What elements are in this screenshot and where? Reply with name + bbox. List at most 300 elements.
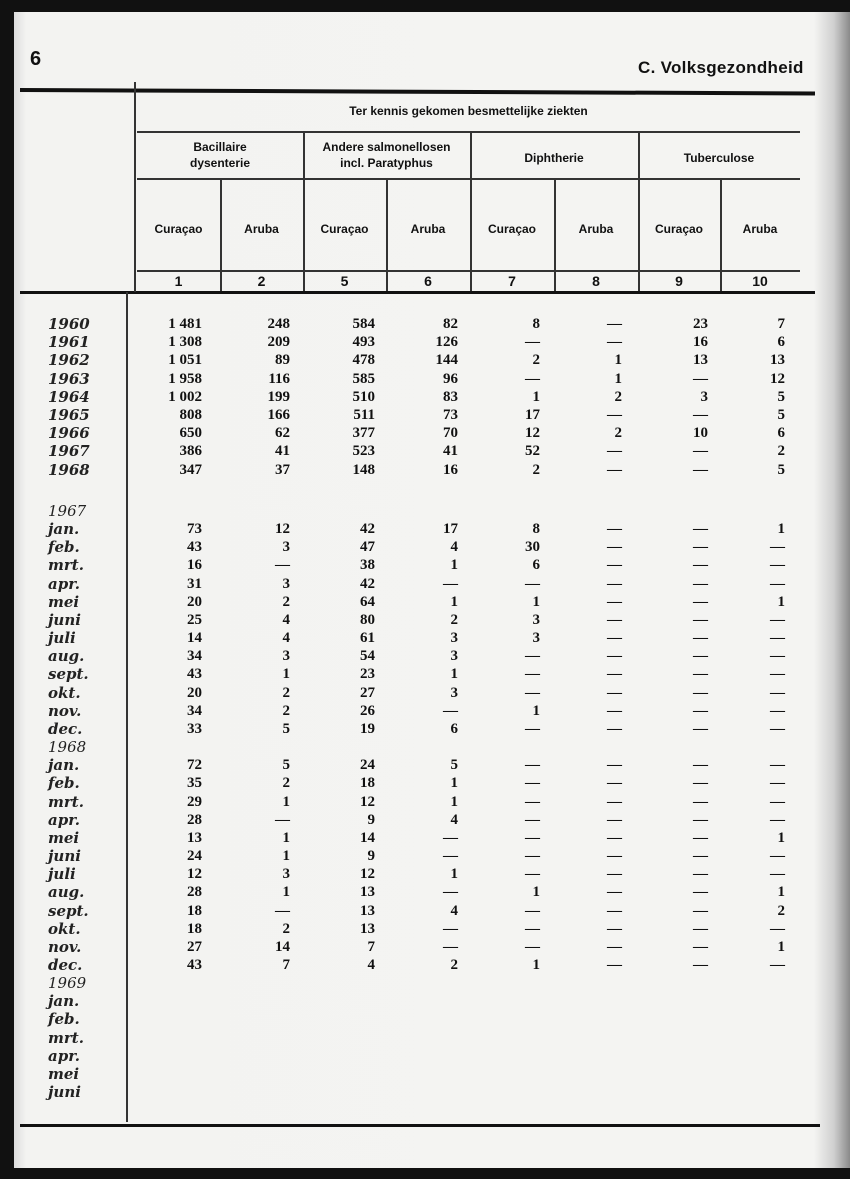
- table-cell: 808: [179, 407, 202, 423]
- table-cell: 27: [187, 938, 202, 955]
- table-cell: 3: [532, 630, 540, 647]
- table-cell: 1: [532, 884, 540, 901]
- table-cell: 1: [450, 793, 458, 810]
- row-label: 1968: [48, 460, 90, 479]
- table-cell: —: [607, 902, 622, 919]
- table-cell: 17: [443, 521, 458, 538]
- table-cell: —: [607, 575, 622, 592]
- column-header: Curaçao: [487, 222, 537, 236]
- table-cell: 13: [360, 884, 375, 901]
- table-cell: 26: [360, 702, 375, 719]
- row-label: 1967: [48, 442, 90, 461]
- table-cell: 148: [352, 461, 375, 478]
- table-cell: 1: [450, 866, 458, 883]
- table-cell: —: [525, 793, 540, 810]
- table-cell: 8: [532, 521, 540, 538]
- table-cell: —: [693, 811, 708, 828]
- row-label: 1966: [48, 424, 90, 443]
- row-label: apr.: [48, 574, 80, 593]
- table-cell: 18: [187, 920, 202, 937]
- table-row: [0, 1010, 850, 1028]
- table-cell: 2: [282, 702, 290, 719]
- table-cell: —: [525, 334, 540, 351]
- table-cell: 54: [360, 648, 375, 665]
- row-label: mei: [48, 592, 80, 611]
- row-label: sept.: [48, 665, 89, 684]
- table-row: [0, 720, 850, 738]
- table-cell: 96: [443, 370, 458, 387]
- table-cell: —: [770, 957, 785, 973]
- column-header: Curaçao: [654, 222, 704, 236]
- row-label: 1962: [48, 351, 90, 370]
- table-cell: 3: [700, 388, 708, 405]
- table-cell: 24: [187, 848, 202, 865]
- table-row: [0, 424, 850, 442]
- header-bottom-rule: [20, 291, 815, 294]
- table-cell: —: [525, 866, 540, 883]
- year-heading-row: [0, 502, 850, 520]
- table-row: [0, 684, 850, 702]
- table-cell: 1 481: [168, 316, 202, 332]
- group-rule: [137, 178, 800, 180]
- table-cell: 1: [777, 521, 785, 538]
- table-cell: —: [607, 334, 622, 351]
- table-cell: 70: [443, 425, 458, 442]
- table-cell: —: [770, 630, 785, 647]
- table-cell: —: [693, 957, 708, 973]
- table-cell: 25: [187, 611, 202, 628]
- table-cell: —: [693, 521, 708, 538]
- row-label: jan.: [48, 992, 80, 1011]
- table-cell: 43: [187, 539, 202, 556]
- table-cell: —: [770, 848, 785, 865]
- table-cell: —: [693, 848, 708, 865]
- table-cell: 12: [275, 521, 290, 538]
- row-label: feb.: [48, 1010, 80, 1029]
- table-cell: —: [275, 902, 290, 919]
- table-cell: 1: [282, 793, 290, 810]
- table-cell: —: [770, 811, 785, 828]
- table-cell: 9: [367, 811, 375, 828]
- table-cell: —: [770, 539, 785, 556]
- year-heading: 1968: [48, 738, 87, 757]
- table-cell: 4: [282, 630, 290, 647]
- table-cell: 1: [614, 352, 622, 369]
- table-cell: 10: [693, 425, 708, 442]
- table-cell: —: [607, 593, 622, 610]
- table-cell: —: [607, 884, 622, 901]
- row-label: jan.: [48, 756, 80, 775]
- table-cell: 2: [532, 461, 540, 478]
- table-cell: —: [275, 557, 290, 574]
- table-cell: 13: [770, 352, 785, 369]
- table-cell: 13: [360, 902, 375, 919]
- table-cell: —: [693, 407, 708, 423]
- table-cell: —: [693, 666, 708, 683]
- row-label: dec.: [48, 719, 83, 738]
- table-cell: —: [443, 702, 458, 719]
- table-row: [0, 793, 850, 811]
- column-number: 7: [508, 273, 516, 289]
- table-cell: 2: [777, 902, 785, 919]
- table-cell: —: [770, 775, 785, 792]
- row-label: mei: [48, 1064, 80, 1083]
- table-row: [0, 902, 850, 920]
- table-cell: —: [607, 957, 622, 973]
- table-cell: —: [693, 720, 708, 737]
- table-row: [0, 629, 850, 647]
- column-divider: [638, 179, 640, 291]
- table-cell: —: [607, 611, 622, 628]
- table-row: [0, 756, 850, 774]
- column-number: 9: [675, 273, 683, 289]
- table-cell: —: [607, 811, 622, 828]
- table-cell: 73: [187, 521, 202, 538]
- table-cell: 7: [367, 938, 375, 955]
- table-cell: 1 002: [168, 388, 202, 405]
- table-cell: 31: [187, 575, 202, 592]
- table-cell: 2: [282, 775, 290, 792]
- table-row: [0, 520, 850, 538]
- table-cell: —: [443, 575, 458, 592]
- table-cell: 1 308: [168, 334, 202, 351]
- table-cell: 12: [525, 425, 540, 442]
- table-cell: —: [607, 848, 622, 865]
- table-cell: 33: [187, 720, 202, 737]
- page-number: 6: [30, 48, 42, 70]
- table-cell: 6: [532, 557, 540, 574]
- table-cell: —: [525, 757, 540, 774]
- row-label: juni: [48, 610, 81, 629]
- table-cell: 12: [187, 866, 202, 883]
- row-label: juni: [48, 1083, 81, 1102]
- table-cell: —: [607, 702, 622, 719]
- row-label: okt.: [48, 683, 81, 702]
- table-cell: 584: [352, 316, 375, 332]
- table-cell: —: [693, 757, 708, 774]
- table-cell: 52: [525, 443, 540, 460]
- table-cell: —: [607, 920, 622, 937]
- table-cell: —: [693, 793, 708, 810]
- table-cell: 41: [275, 443, 290, 460]
- table-cell: 166: [267, 407, 290, 423]
- table-row: [0, 956, 850, 974]
- table-cell: 2: [282, 684, 290, 701]
- table-cell: 83: [443, 388, 458, 405]
- table-cell: 1: [450, 666, 458, 683]
- group-header: Diphtherie: [524, 151, 584, 165]
- group-header: Tuberculose: [683, 151, 755, 165]
- table-cell: —: [525, 648, 540, 665]
- table-row: [0, 575, 850, 593]
- table-cell: 347: [179, 461, 202, 478]
- table-cell: —: [770, 684, 785, 701]
- table-cell: 89: [275, 352, 290, 369]
- table-row: [0, 992, 850, 1010]
- table-cell: 6: [777, 334, 785, 351]
- table-cell: —: [525, 775, 540, 792]
- table-cell: —: [693, 702, 708, 719]
- table-cell: —: [693, 829, 708, 846]
- table-cell: —: [525, 829, 540, 846]
- table-cell: 80: [360, 611, 375, 628]
- table-row: [0, 370, 850, 388]
- group-header: Bacillaire: [193, 140, 247, 154]
- table-cell: 144: [435, 352, 458, 369]
- table-cell: —: [770, 557, 785, 574]
- table-row: [0, 920, 850, 938]
- table-cell: —: [693, 593, 708, 610]
- table-cell: —: [693, 920, 708, 937]
- table-cell: 3: [282, 539, 290, 556]
- year-heading-row: [0, 974, 850, 992]
- table-cell: —: [525, 666, 540, 683]
- table-cell: —: [443, 920, 458, 937]
- table-cell: 43: [187, 666, 202, 683]
- table-cell: 23: [693, 316, 708, 332]
- table-cell: 1: [282, 829, 290, 846]
- table-cell: —: [693, 902, 708, 919]
- column-divider: [386, 179, 388, 291]
- table-row: [0, 556, 850, 574]
- table-cell: —: [525, 370, 540, 387]
- column-header: Curaçao: [154, 222, 203, 236]
- row-label: mei: [48, 828, 80, 847]
- table-cell: —: [525, 811, 540, 828]
- table-cell: 3: [450, 648, 458, 665]
- table-row: [0, 611, 850, 629]
- table-cell: —: [607, 630, 622, 647]
- table-cell: —: [770, 611, 785, 628]
- table-cell: 2: [614, 388, 622, 405]
- table-cell: 1: [532, 593, 540, 610]
- table-row: [0, 883, 850, 901]
- table-cell: 1: [777, 593, 785, 610]
- table-cell: 9: [367, 848, 375, 865]
- table-cell: 2: [532, 352, 540, 369]
- column-number: 5: [340, 273, 349, 289]
- table-row: [0, 1047, 850, 1065]
- table-cell: —: [607, 666, 622, 683]
- table-cell: 5: [450, 757, 458, 774]
- table-cell: —: [770, 575, 785, 592]
- table-cell: 2: [450, 957, 458, 973]
- table-cell: 73: [443, 407, 458, 423]
- table-cell: 248: [267, 316, 290, 332]
- column-divider: [220, 179, 222, 291]
- table-cell: —: [525, 920, 540, 937]
- table-cell: 16: [187, 557, 202, 574]
- column-header: Curaçao: [320, 222, 369, 236]
- table-cell: 2: [614, 425, 622, 442]
- row-label: aug.: [48, 883, 85, 902]
- table-cell: 16: [443, 461, 458, 478]
- column-rule: [137, 270, 800, 272]
- table-cell: 14: [187, 630, 202, 647]
- table-cell: —: [770, 720, 785, 737]
- row-label: 1961: [48, 333, 90, 352]
- row-label: nov.: [48, 937, 82, 956]
- table-cell: 650: [179, 425, 202, 442]
- table-cell: 18: [360, 775, 375, 792]
- column-number: 2: [257, 273, 266, 289]
- table-cell: 34: [187, 702, 202, 719]
- row-label: dec.: [48, 956, 83, 974]
- table-cell: —: [770, 702, 785, 719]
- column-header: Aruba: [244, 222, 279, 236]
- table-cell: —: [770, 666, 785, 683]
- table-cell: 386: [179, 443, 202, 460]
- table-row: [0, 538, 850, 556]
- table-cell: 14: [275, 938, 290, 955]
- table-cell: —: [607, 539, 622, 556]
- table-cell: —: [607, 684, 622, 701]
- table-cell: 209: [267, 334, 290, 351]
- table-row: [0, 1065, 850, 1083]
- table-cell: —: [770, 866, 785, 883]
- year-heading: 1969: [48, 974, 87, 993]
- table-cell: 523: [352, 443, 375, 460]
- table-row: [0, 442, 850, 460]
- table-cell: 12: [770, 370, 785, 387]
- table-cell: —: [693, 370, 708, 387]
- row-label: apr.: [48, 810, 80, 829]
- table-cell: —: [693, 630, 708, 647]
- table-row: [0, 665, 850, 683]
- table-cell: 13: [360, 920, 375, 937]
- header-left-line: [134, 82, 136, 292]
- table-cell: 1: [282, 666, 290, 683]
- table-cell: —: [607, 461, 622, 478]
- table-cell: 28: [187, 811, 202, 828]
- table-cell: 1: [532, 957, 540, 973]
- table-cell: 3: [450, 630, 458, 647]
- table-cell: —: [607, 866, 622, 883]
- table-row: [0, 847, 850, 865]
- table-cell: 2: [777, 443, 785, 460]
- table-cell: 6: [450, 720, 458, 737]
- table-cell: 1: [777, 884, 785, 901]
- table-cell: —: [770, 757, 785, 774]
- table-row: [0, 388, 850, 406]
- table-cell: 1: [777, 829, 785, 846]
- table-cell: 585: [352, 370, 375, 387]
- table-cell: 14: [360, 829, 375, 846]
- table-cell: 41: [443, 443, 458, 460]
- row-label: sept.: [48, 901, 89, 920]
- table-cell: 3: [282, 575, 290, 592]
- table-cell: 5: [282, 757, 290, 774]
- table-cell: 72: [187, 757, 202, 774]
- table-cell: 20: [187, 684, 202, 701]
- table-cell: —: [693, 884, 708, 901]
- table-cell: —: [443, 938, 458, 955]
- table-cell: —: [770, 920, 785, 937]
- table-cell: —: [525, 902, 540, 919]
- table-cell: 3: [532, 611, 540, 628]
- table-cell: 61: [360, 630, 375, 647]
- table-cell: 3: [282, 866, 290, 883]
- table-cell: —: [525, 575, 540, 592]
- table-cell: 12: [360, 866, 375, 883]
- table-cell: 1: [532, 702, 540, 719]
- table-cell: 37: [275, 461, 290, 478]
- table-cell: 1: [450, 593, 458, 610]
- table-cell: —: [607, 443, 622, 460]
- group-header: dysenterie: [189, 156, 251, 170]
- table-cell: —: [693, 443, 708, 460]
- title-rule: [137, 131, 800, 133]
- table-cell: 2: [282, 920, 290, 937]
- table-cell: 1 958: [168, 370, 202, 387]
- table-row: [0, 333, 850, 351]
- table-cell: 29: [187, 793, 202, 810]
- table-cell: —: [693, 866, 708, 883]
- table-cell: 20: [187, 593, 202, 610]
- table-cell: 24: [360, 757, 375, 774]
- table-cell: 28: [187, 884, 202, 901]
- row-label: juli: [48, 629, 76, 648]
- column-divider: [470, 179, 472, 291]
- table-cell: —: [607, 557, 622, 574]
- table-cell: 38: [360, 557, 375, 574]
- table-row: [0, 1029, 850, 1047]
- table-cell: 4: [450, 539, 458, 556]
- table-row: [0, 315, 850, 333]
- column-divider: [554, 179, 556, 291]
- table-cell: 30: [525, 539, 540, 556]
- table-cell: 478: [352, 352, 375, 369]
- year-heading-row: [0, 738, 850, 756]
- row-label: aug.: [48, 647, 85, 666]
- table-row: [0, 593, 850, 611]
- table-cell: 43: [187, 957, 202, 973]
- table-cell: —: [607, 521, 622, 538]
- table-cell: —: [693, 611, 708, 628]
- table-cell: 199: [267, 388, 290, 405]
- table-cell: —: [443, 848, 458, 865]
- table-cell: 6: [777, 425, 785, 442]
- table-row: [0, 829, 850, 847]
- table-cell: —: [525, 938, 540, 955]
- table-cell: 42: [360, 521, 375, 538]
- table-cell: 1: [450, 557, 458, 574]
- table-cell: 1: [777, 938, 785, 955]
- table-cell: 17: [525, 407, 540, 423]
- table-cell: —: [607, 829, 622, 846]
- column-divider: [303, 179, 305, 291]
- table-cell: 116: [268, 370, 290, 387]
- table-cell: 62: [275, 425, 290, 442]
- row-label: okt.: [48, 919, 81, 938]
- table-cell: 34: [187, 648, 202, 665]
- bottom-rule: [20, 1124, 820, 1127]
- row-label: mrt.: [48, 1028, 84, 1047]
- table-cell: —: [607, 407, 622, 423]
- table-cell: 4: [282, 611, 290, 628]
- group-divider: [638, 132, 640, 178]
- table-cell: 511: [353, 407, 375, 423]
- table-cell: 47: [360, 539, 375, 556]
- column-header: Aruba: [410, 222, 446, 236]
- column-number: 6: [424, 273, 432, 289]
- table-cell: 8: [532, 316, 540, 332]
- row-label: mrt.: [48, 792, 84, 811]
- table-cell: 16: [693, 334, 708, 351]
- table-cell: 7: [777, 316, 785, 332]
- group-divider: [303, 132, 305, 178]
- table-cell: 64: [360, 593, 375, 610]
